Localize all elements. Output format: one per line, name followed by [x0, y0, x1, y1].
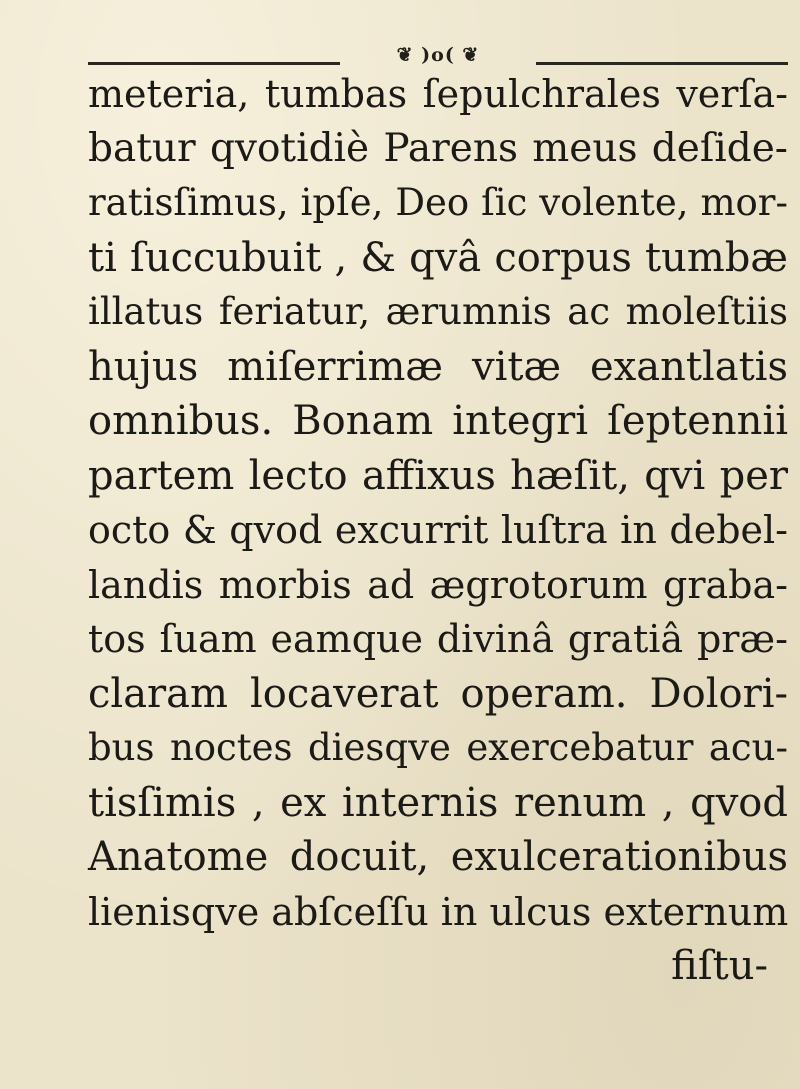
headpiece-rule-right: [536, 62, 788, 65]
ornament-icon: ❦ )o( ❦: [396, 44, 480, 66]
text-line: partem lecto affixus hæſit, qvi per: [88, 452, 788, 499]
body-text: [88, 67, 788, 994]
text-line: octo & qvod excurrit luſtra in debel-: [88, 508, 788, 552]
text-line: ti ſuccubuit , & qvâ corpus tumbæ: [88, 234, 788, 281]
text-line: hujus miſerrimæ vitæ exantlatis: [88, 343, 788, 390]
text-line: omnibus. Bonam integri ſeptennii: [88, 398, 788, 444]
text-line: lienisqve abſceſſu in ulcus externum: [88, 889, 789, 934]
text-line: bus noctes diesqve exercebatur acu-: [88, 726, 788, 769]
headpiece-rule-left: [88, 62, 340, 65]
text-line: landis morbis ad ægrotorum graba-: [88, 562, 788, 607]
text-line: tos ſuam eamque divinâ gratiâ præ-: [88, 617, 788, 661]
text-line: illatus feriatur, ærumnis ac moleſtiis: [88, 290, 788, 333]
headpiece: [88, 42, 788, 68]
text-line: claram locaverat operam. Dolori-: [88, 670, 788, 717]
text-line: Anatome docuit, exulcerationibus: [88, 834, 788, 880]
text-line: ratisſimus, ipſe, Deo ſic volente, mor-: [88, 181, 788, 224]
text-line: tisſimis , ex internis renum , qvod: [88, 779, 788, 826]
text-line: meteria, tumbas ſepulchrales verſa-: [88, 72, 788, 116]
text-line: batur qvotidiè Parens meus deſide-: [88, 125, 788, 171]
catchword: fiſtu-: [671, 943, 768, 989]
